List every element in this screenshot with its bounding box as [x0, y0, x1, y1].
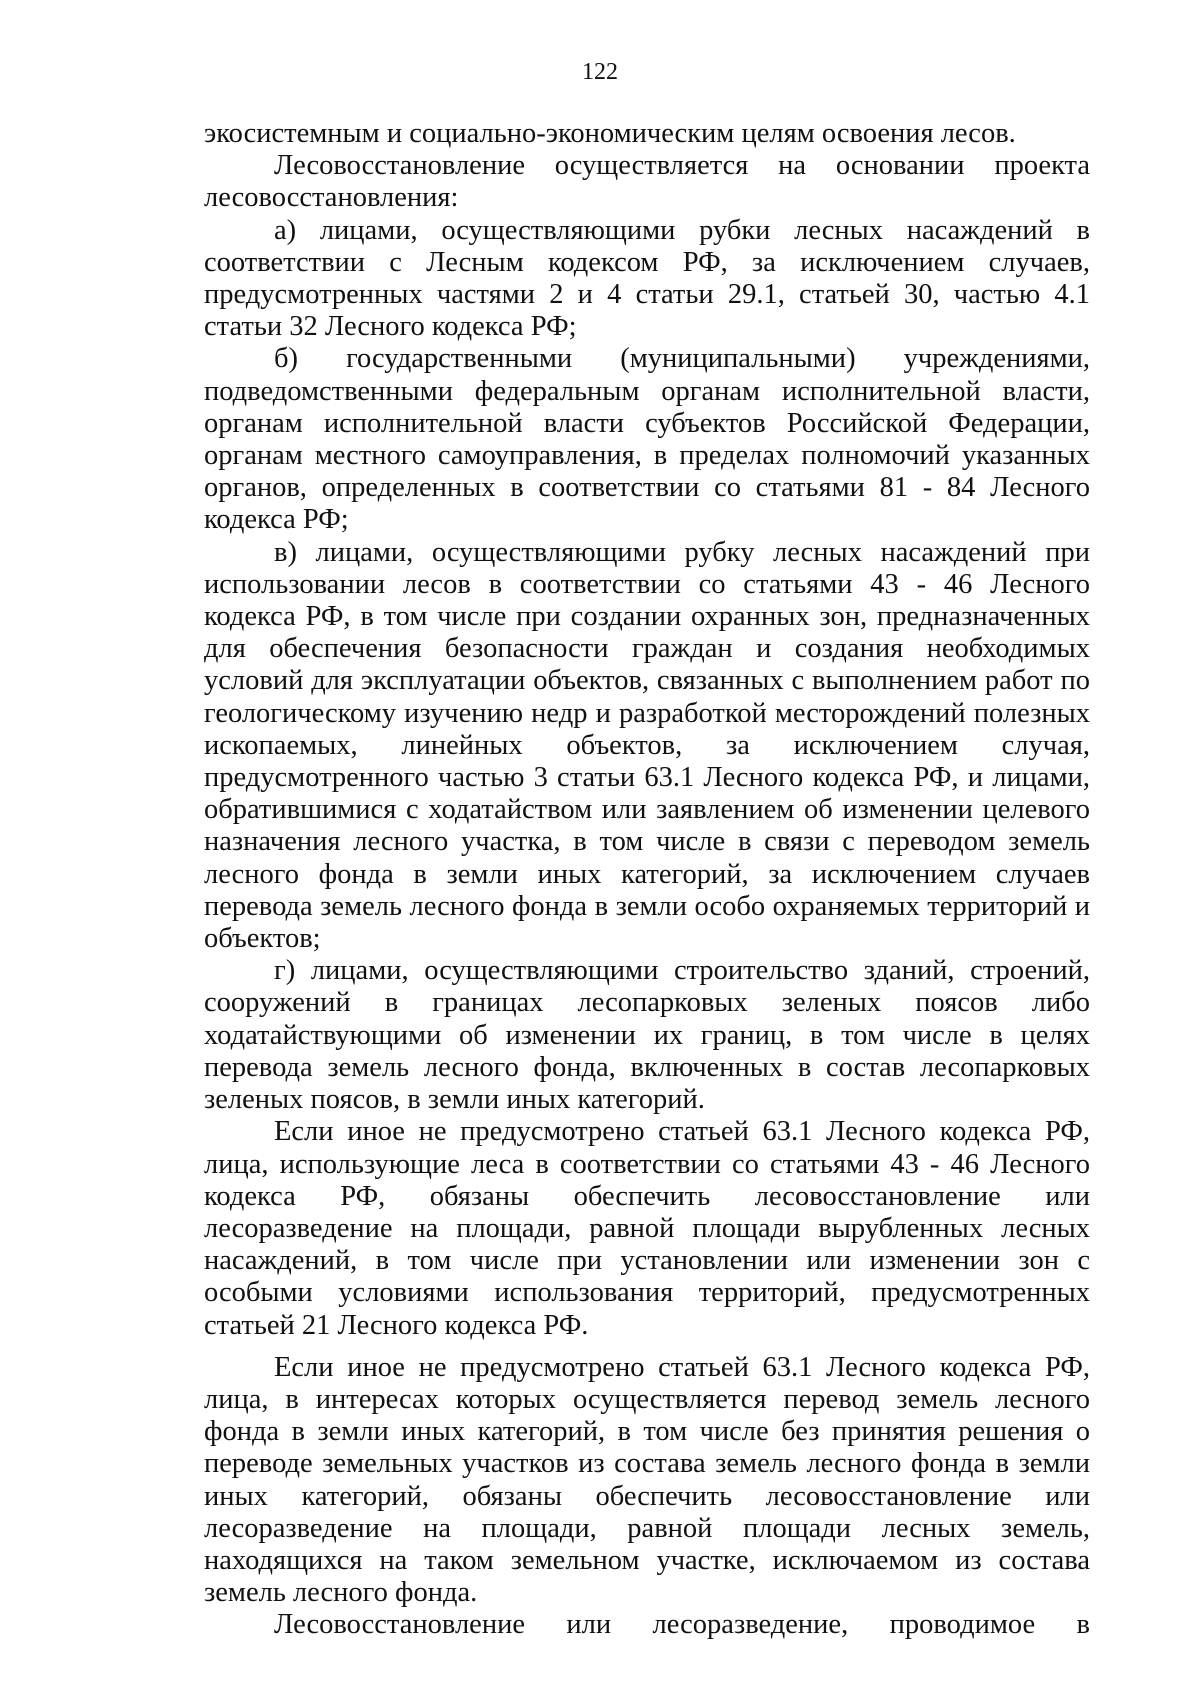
paragraph-item-a: а) лицами, осуществляющими рубки лесных насаждений в соответствии с Лесным кодексом РФ, за исключением случаев, предусмотренных частями 2 и 4 статьи 29.1, статьей 30, частью 4.1 статьи 32 Лесного кодекса РФ; — [204, 214, 1090, 343]
paragraph-item-v: в) лицами, осуществляющими рубку лесных насаждений при использовании лесов в соответствии со статьями 43 - 46 Лесного кодекса РФ, в том числе при создании охранных зон, предназначенных для обеспечения безопасности граждан и создания необходимых условий для эксплуатации объектов, связанных с выполнением работ по геологическому изучению недр и разработкой месторождений полезных ископаемых, линейных объектов, за исключением случая, предусмотренного частью 3 статьи 63.1 Лесного кодекса РФ, и лицами, обратившимися с ходатайством или заявлением об изменении целевого назначения лесного участка, в том числе в связи с переводом земель лесного фонда в земли иных категорий, за исключением случаев перевода земель лесного фонда в земли особо охраняемых территорий и объектов; — [204, 536, 1090, 955]
paragraph-obligation-transfer: Если иное не предусмотрено статьей 63.1 Лесного кодекса РФ, лица, в интересах которых осуществляется перевод земель лесного фонда в земли иных категорий, в том числе без принятия решения о переводе земельных участков из состава земель лесного фонда в земли иных категорий, обязаны обеспечить лесовосстановление или лесоразведение на площади, равной площади лесных земель, находящихся на таком земельном участке, исключаемом из состава земель лесного фонда. — [204, 1351, 1090, 1609]
paragraph-item-b: б) государственными (муниципальными) учреждениями, подведомственными федеральным органам исполнительной власти, органам исполнительной власти субъектов Российской Федерации, органам местного самоуправления, в пределах полномочий указанных органов, определенных в соответствии со статьями 81 - 84 Лесного кодекса РФ; — [204, 343, 1090, 536]
paragraph-final-fragment: Лесовосстановление или лесоразведение, проводимое в — [274, 1609, 1090, 1641]
page-number: 122 — [582, 59, 618, 85]
paragraph-item-g: г) лицами, осуществляющими строительство зданий, строений, сооружений в границах лесопарковых зеленых поясов либо ходатайствующими об изменении их границ, в том числе в целях перевода земель лесного фонда, включенных в состав лесопарковых зеленых поясов, в земли иных категорий. — [204, 955, 1090, 1116]
document-body — [204, 118, 1090, 1642]
paragraph-obligation-use: Если иное не предусмотрено статьей 63.1 Лесного кодекса РФ, лица, использующие леса в соответствии со статьями 43 - 46 Лесного кодекса РФ, обязаны обеспечить лесовосстановление или лесоразведение на площади, равной площади вырубленных лесных насаждений, в том числе при установлении или изменении зон с особыми условиями использования территорий, предусмотренных статьей 21 Лесного кодекса РФ. — [204, 1116, 1090, 1341]
paragraph-continuation: экосистемным и социально-экономическим целям освоения лесов. — [204, 118, 1016, 149]
paragraph-intro: Лесовосстановление осуществляется на основании проекта лесовосстановления: — [204, 150, 1090, 214]
